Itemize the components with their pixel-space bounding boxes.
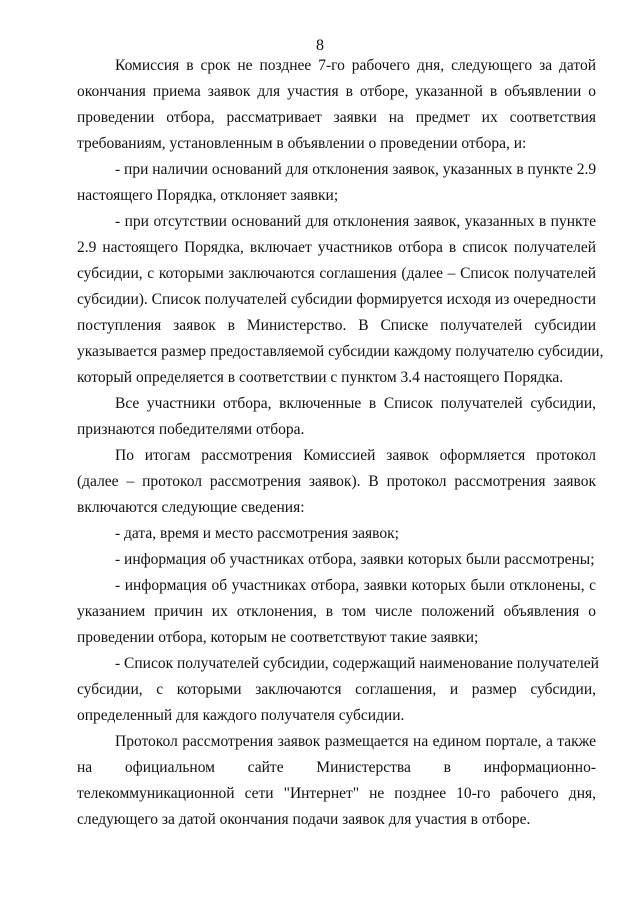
text-line: Все участники отбора, включенные в Список получателей субсидии, [115,395,596,412]
paragraph [77,53,596,157]
text-line: субсидии, с которыми заключаются соглашения, и размер субсидии, [77,681,596,698]
text-line: субсидии, с которыми заключаются соглашения (далее – Список получателей [77,265,596,282]
text-line: - дата, время и место рассмотрения заявок; [115,525,399,542]
text-line: - Список получателей субсидии, содержащий наименование получателей [115,655,599,672]
paragraph [77,443,596,521]
text-line: признаются победителями отбора. [77,421,305,438]
text-line: определенный для каждого получателя субсидии. [77,707,405,724]
text-line: Протокол рассмотрения заявок размещается на едином портале, а также [115,733,596,750]
text-line: проведении отбора, которым не соответствуют такие заявки; [77,629,479,646]
text-line: проведении отбора, рассматривает заявки на предмет их соответствия [77,109,596,126]
paragraph [77,521,596,547]
text-line: указывается размер предоставляемой субсидии каждому получателю субсидии, [77,343,604,360]
text-line: - при отсутствии оснований для отклонения заявок, указанных в пункте [115,213,596,230]
text-line: окончания приема заявок для участия в отборе, указанной в объявлении о [77,83,596,100]
document-body [77,53,604,833]
text-line: указанием причин их отклонения, в том числе положений объявления о [77,603,596,620]
page-number: 8 [316,37,324,54]
text-line: - информация об участниках отбора, заявки которых были рассмотрены; [115,551,595,568]
text-line: требованиям, установленным в объявлении о проведении отбора, и: [77,135,527,152]
text-line: - информация об участниках отбора, заявки которых были отклонены, с [115,577,596,594]
text-line: 2.9 настоящего Порядка, включает участников отбора в список получателей [77,239,596,256]
paragraph [77,209,604,391]
paragraph [77,391,596,443]
paragraph [77,547,596,573]
paragraph [77,729,596,833]
text-line: следующего за датой окончания подачи заявок для участия в отборе. [77,811,531,828]
text-line: - при наличии оснований для отклонения заявок, указанных в пункте 2.9 [115,161,597,178]
text-line: на официальном сайте Министерства в информационно- [77,759,596,776]
text-line: телекоммуникационной сети "Интернет" не позднее 10-го рабочего дня, [77,785,596,802]
text-line: настоящего Порядка, отклоняет заявки; [77,187,339,204]
paragraph [77,573,596,651]
text-line: Комиссия в срок не позднее 7-го рабочего дня, следующего за датой [115,57,596,74]
text-line: субсидии). Список получателей субсидии формируется исходя из очередности [77,291,596,308]
text-line: По итогам рассмотрения Комиссией заявок оформляется протокол [115,447,596,464]
text-line: поступления заявок в Министерство. В Списке получателей субсидии [77,317,596,334]
text-line: который определяется в соответствии с пунктом 3.4 настоящего Порядка. [77,369,564,386]
text-line: включаются следующие сведения: [77,499,305,516]
paragraph [77,157,596,209]
paragraph [77,651,599,729]
text-line: (далее – протокол рассмотрения заявок). В протокол рассмотрения заявок [77,473,596,490]
